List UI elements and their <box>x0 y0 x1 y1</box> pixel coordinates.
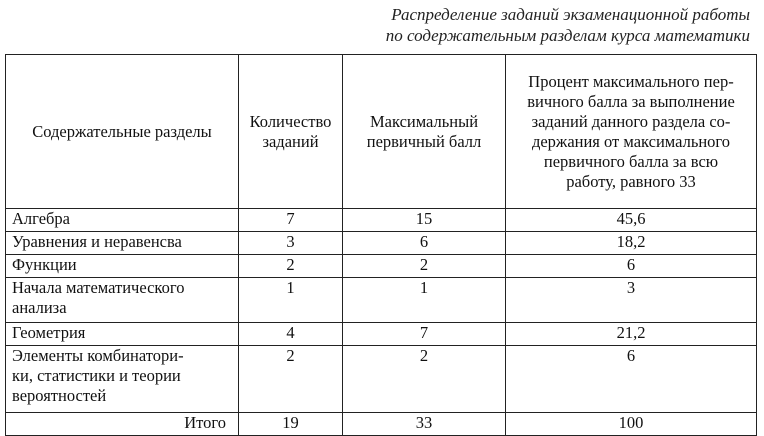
table-row <box>6 323 757 346</box>
row-max-score: 2 <box>343 346 506 413</box>
header-sections: Содержательные разделы <box>6 55 239 209</box>
row-count: 3 <box>239 232 343 255</box>
row-percent: 6 <box>506 255 757 278</box>
row-section-name-line: Геометрия <box>12 323 86 342</box>
header-count: Количество заданий <box>239 55 343 209</box>
row-percent: 45,6 <box>506 209 757 232</box>
row-max-score: 2 <box>343 255 506 278</box>
row-count: 7 <box>239 209 343 232</box>
table-row <box>6 346 757 413</box>
total-label: Итого <box>6 413 239 436</box>
header-percent-line: первичного балла за всю <box>543 151 719 171</box>
row-max-score: 7 <box>343 323 506 346</box>
row-section-name-line: Функции <box>12 255 77 274</box>
row-max-score: 6 <box>343 232 506 255</box>
distribution-table <box>5 54 757 436</box>
row-percent: 3 <box>506 278 757 323</box>
header-percent <box>506 55 757 209</box>
row-count: 1 <box>239 278 343 323</box>
row-count: 4 <box>239 323 343 346</box>
table-row <box>6 232 757 255</box>
row-percent: 21,2 <box>506 323 757 346</box>
header-percent-line: Процент максимального пер- <box>528 71 734 91</box>
row-count: 2 <box>239 255 343 278</box>
row-section-name-line: Элементы комбинатори- <box>12 346 184 365</box>
header-max-score: Максимальный первичный балл <box>343 55 506 209</box>
row-section-name <box>6 255 239 278</box>
header-percent-line: вичного балла за выполнение <box>527 91 735 111</box>
table-row <box>6 209 757 232</box>
row-section-name-line: анализа <box>12 298 67 317</box>
row-section-name <box>6 346 239 413</box>
row-section-name <box>6 323 239 346</box>
total-max-score: 33 <box>343 413 506 436</box>
table-total-row <box>6 413 757 436</box>
caption-line-1: Распределение заданий экзаменационной работы <box>391 5 750 24</box>
row-section-name <box>6 278 239 323</box>
row-section-name-line: вероятностей <box>12 386 107 405</box>
row-section-name-line: Начала математического <box>12 278 185 297</box>
row-section-name-line: Уравнения и неравенсва <box>12 232 182 251</box>
header-percent-line: работу, равного 33 <box>566 171 696 191</box>
row-section-name-line: ки, статистики и теории <box>12 366 181 385</box>
row-section-name <box>6 232 239 255</box>
row-section-name-line: Алгебра <box>12 209 70 228</box>
table-row <box>6 278 757 323</box>
table-caption <box>386 4 750 46</box>
header-percent-line: заданий данного раздела со- <box>531 111 731 131</box>
total-percent: 100 <box>506 413 757 436</box>
table-header-row <box>6 55 757 209</box>
caption-line-2: по содержательным разделам курса математики <box>385 26 750 45</box>
header-percent-line: держания от максимального <box>531 131 731 151</box>
row-section-name <box>6 209 239 232</box>
row-count: 2 <box>239 346 343 413</box>
row-max-score: 1 <box>343 278 506 323</box>
table-row <box>6 255 757 278</box>
row-percent: 6 <box>506 346 757 413</box>
row-max-score: 15 <box>343 209 506 232</box>
row-percent: 18,2 <box>506 232 757 255</box>
total-count: 19 <box>239 413 343 436</box>
